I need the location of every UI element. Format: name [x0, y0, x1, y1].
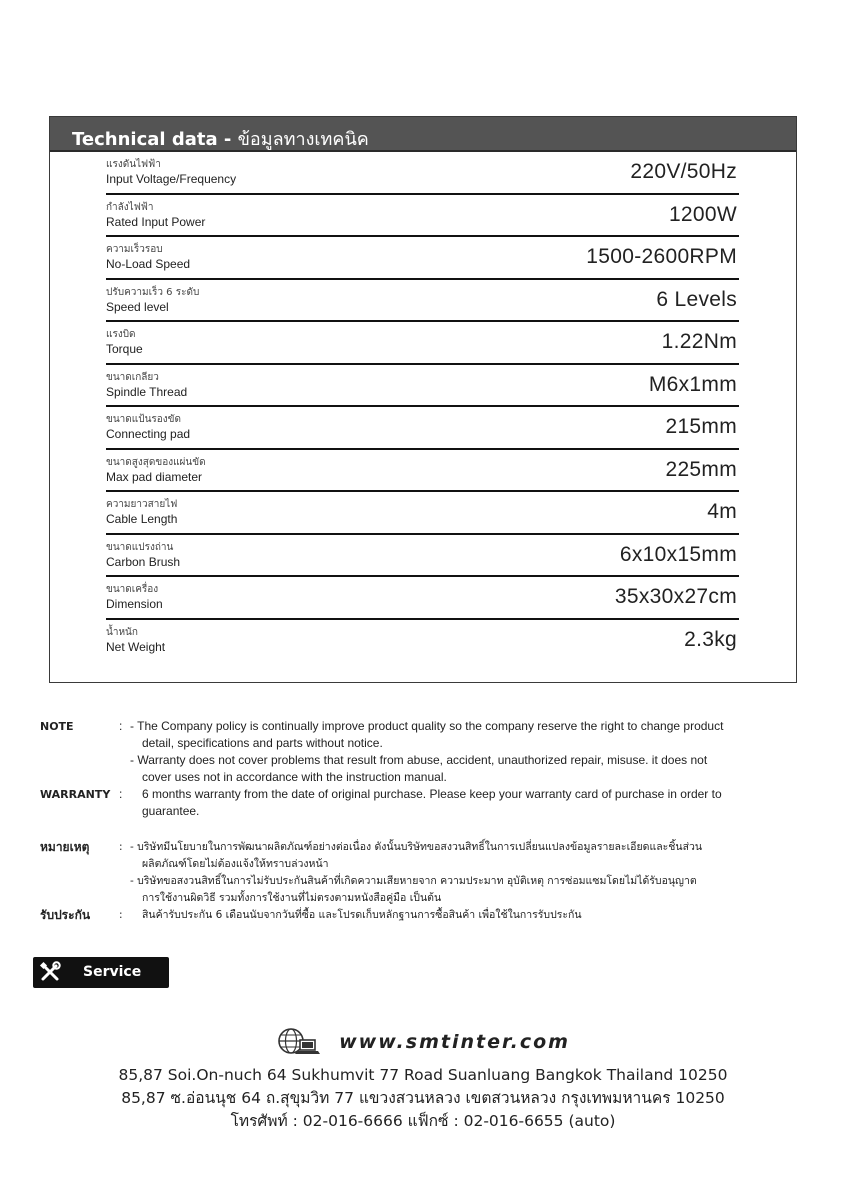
notes-section	[40, 718, 800, 924]
spec-label-th: ขนาดเครื่อง	[106, 584, 159, 595]
spec-value: 6x10x15mm	[619, 542, 737, 566]
spec-row	[106, 492, 739, 535]
spec-row	[106, 195, 739, 238]
spec-row	[106, 322, 739, 365]
th-warranty-line: สินค้ารับประกัน 6 เดือนนับจากวันที่ซื้อ และโปรดเก็บหลักฐานการซื้อสินค้า เพื่อใช้ในการรับประกัน	[142, 909, 582, 921]
spec-value: 6 Levels	[656, 287, 737, 311]
spec-label-en: Input Voltage/Frequency	[106, 172, 237, 186]
contact-phone-fax: โทรศัพท์ : 02-016-6666 แฟ็กซ์ : 02-016-6655 (auto)	[230, 1112, 616, 1130]
header-title-en: Technical data -	[72, 129, 238, 150]
spec-label-en: Dimension	[106, 597, 163, 611]
spec-row	[106, 535, 739, 578]
warranty-line: guarantee.	[142, 804, 200, 818]
note-th	[40, 839, 800, 907]
th-note-line: - บริษัทมีนโยบายในการพัฒนาผลิตภัณฑ์อย่างต่อเนื่อง ดังนั้นบริษัทขอสงวนสิทธิ์ในการเปลี่ยนแปลงข้อมูลรายละเอียดและชิ้นส่วน	[130, 841, 703, 853]
warranty-line: 6 months warranty from the date of original purchase. Please keep your warranty card of purchase in order to	[142, 787, 722, 801]
warranty-text	[130, 786, 800, 820]
spec-row	[106, 407, 739, 450]
spec-label-en: Rated Input Power	[106, 214, 206, 229]
address-line-en: 85,87 Soi.On-nuch 64 Sukhumvit 77 Road Suanluang Bangkok Thailand 10250	[118, 1066, 728, 1084]
spec-label-th: ขนาดเกลียว	[106, 371, 159, 383]
th-note-line: ผลิตภัณฑ์โดยไม่ต้องแจ้งให้ทราบล่วงหน้า	[142, 858, 329, 870]
spec-label-th: แรงบิด	[106, 329, 136, 340]
globe-laptop-icon	[276, 1027, 322, 1057]
note-line: - Warranty does not cover problems that result from abuse, accident, unauthorized repair, misuse. it does not	[130, 753, 708, 767]
spec-value: 1500-2600RPM	[586, 245, 737, 268]
spec-label-en: Speed level	[106, 299, 169, 314]
note-line: - The Company policy is continually improve product quality so the company reserve the right to change product	[130, 719, 724, 733]
spec-value: 1200W	[668, 202, 737, 226]
address-line-th: 85,87 ซ.อ่อนนุช 64 ถ.สุขุมวิท 77 แขวงสวนหลวง เขตสวนหลวง กรุงเทพมหานคร 10250	[121, 1089, 725, 1107]
warranty-colon: :	[119, 787, 123, 801]
note-key: NOTE	[40, 720, 74, 733]
spec-label-en: Carbon Brush	[106, 554, 181, 569]
spec-row	[106, 620, 739, 663]
spec-label-th: แรงดันไฟฟ้า	[106, 159, 161, 170]
spec-label-en: Torque	[106, 342, 143, 356]
spec-row	[106, 152, 739, 195]
spec-row	[106, 237, 739, 280]
th-note-line: - บริษัทขอสงวนสิทธิ์ในการไม่รับประกันสินค้าที่เกิดความเสียหายจาก ความประมาท อุบัติเหตุ การซ่อมแซมโดยไม่ได้รับอนุญาต	[130, 875, 697, 887]
spec-value: 35x30x27cm	[614, 585, 737, 608]
spec-value: 215mm	[665, 415, 737, 438]
spec-value: 1.22Nm	[661, 330, 737, 353]
th-note-colon: :	[119, 841, 123, 853]
spec-label-th: น้ำหนัก	[106, 626, 138, 638]
spec-label-en: Spindle Thread	[106, 384, 188, 399]
note-text	[130, 718, 800, 786]
warranty-en	[40, 786, 800, 820]
spec-label-th: ขนาดแป้นรองขัด	[106, 414, 181, 425]
spec-rows	[50, 152, 796, 662]
spec-label-th: ความเร็วรอบ	[106, 244, 163, 255]
table-header	[50, 117, 796, 150]
warranty-th	[40, 907, 800, 924]
tools-icon	[39, 961, 61, 983]
th-note-line: การใช้งานผิดวิธี รวมทั้งการใช้งานที่ไม่ตรงตามหนังสือคู่มือ เป็นต้น	[142, 892, 442, 904]
th-warranty-key: รับประกัน	[40, 908, 91, 922]
spec-label-th: ปรับความเร็ว 6 ระดับ	[106, 286, 200, 298]
service-label: Service	[83, 964, 142, 980]
spec-label-th: ขนาดสูงสุดของแผ่นขัด	[106, 456, 206, 468]
spec-value: 4m	[707, 500, 737, 523]
service-badge	[33, 957, 169, 988]
spec-label-en: No-Load Speed	[106, 257, 191, 271]
th-note-text	[130, 839, 800, 907]
spec-value: 2.3kg	[684, 627, 737, 651]
spec-row	[106, 365, 739, 408]
note-colon: :	[119, 719, 123, 733]
website-url[interactable]: www.smtinter.com	[339, 1031, 570, 1053]
th-warranty-colon: :	[119, 909, 123, 921]
th-warranty-text	[130, 907, 800, 924]
website-row	[0, 1027, 846, 1057]
spec-row	[106, 280, 739, 323]
warranty-key: WARRANTY	[40, 788, 111, 801]
spec-value: 225mm	[665, 457, 737, 481]
spec-label-th: ขนาดแปรงถ่าน	[106, 541, 174, 553]
spec-label-en: Connecting pad	[106, 427, 191, 441]
note-en	[40, 718, 800, 786]
spec-label-en: Net Weight	[106, 639, 166, 654]
spec-label-en: Cable Length	[106, 512, 178, 526]
note-line: detail, specifications and parts without notice.	[142, 736, 383, 750]
spec-row	[106, 450, 739, 493]
technical-data-table	[49, 116, 797, 683]
spec-label-th: กำลังไฟฟ้า	[106, 201, 154, 213]
spec-value: 220V/50Hz	[630, 160, 737, 183]
spec-value: M6x1mm	[648, 372, 737, 396]
spec-label-en: Max pad diameter	[106, 469, 203, 484]
note-line: cover uses not in accordance with the instruction manual.	[142, 770, 447, 784]
company-address	[0, 1064, 846, 1133]
spec-row	[106, 577, 739, 620]
th-note-key: หมายเหตุ	[40, 840, 90, 854]
spec-label-th: ความยาวสายไฟ	[106, 499, 178, 510]
header-title-th: ข้อมูลทางเทคนิค	[237, 129, 369, 150]
